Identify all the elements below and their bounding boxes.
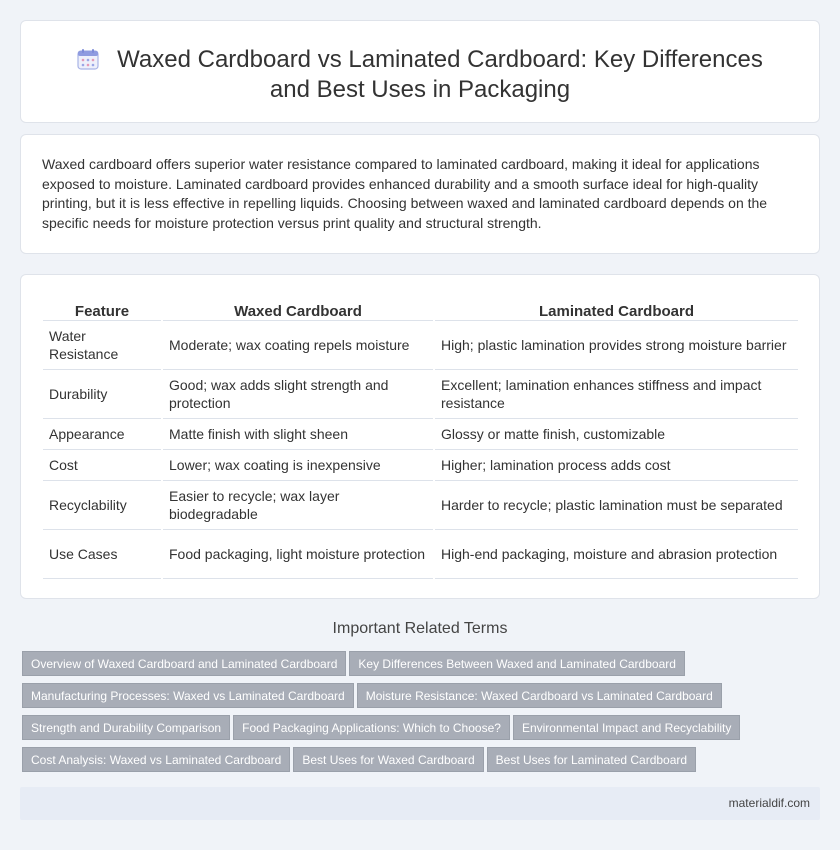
related-terms-list: [22, 651, 822, 779]
row-laminated: Higher; lamination process adds cost: [435, 450, 798, 481]
related-term-link[interactable]: Moisture Resistance: Waxed Cardboard vs Laminated Cardboard: [357, 683, 722, 708]
header-feature: Feature: [43, 295, 161, 321]
related-term-link[interactable]: Food Packaging Applications: Which to Choose?: [233, 715, 510, 740]
row-feature: Water Resistance: [43, 321, 161, 370]
related-term-link[interactable]: Manufacturing Processes: Waxed vs Laminated Cardboard: [22, 683, 354, 708]
related-terms-title: Important Related Terms: [332, 620, 508, 637]
row-laminated: High; plastic lamination provides strong moisture barrier: [435, 321, 798, 370]
row-waxed: Food packaging, light moisture protection: [163, 530, 433, 579]
header-laminated: Laminated Cardboard: [435, 295, 798, 321]
footer-site-link[interactable]: materialdif.com: [728, 796, 810, 810]
related-term-link[interactable]: Best Uses for Waxed Cardboard: [293, 747, 483, 772]
comparison-card: [20, 274, 820, 599]
row-waxed: Moderate; wax coating repels moisture: [163, 321, 433, 370]
tag-row: [22, 715, 822, 747]
row-laminated: Harder to recycle; plastic lamination must be separated: [435, 481, 798, 530]
row-laminated: Excellent; lamination enhances stiffness and impact resistance: [435, 370, 798, 419]
calendar-grid-icon: [77, 48, 99, 70]
tag-row: [22, 651, 822, 683]
comparison-table: [41, 295, 800, 579]
row-waxed: Easier to recycle; wax layer biodegradable: [163, 481, 433, 530]
table-row: [43, 530, 798, 579]
page-title: Waxed Cardboard vs Laminated Cardboard: Key Differences and Best Uses in Packaging: [117, 46, 763, 103]
row-feature: Recyclability: [43, 481, 161, 530]
related-term-link[interactable]: Overview of Waxed Cardboard and Laminated Cardboard: [22, 651, 346, 676]
row-feature: Cost: [43, 450, 161, 481]
related-term-link[interactable]: Strength and Durability Comparison: [22, 715, 230, 740]
row-waxed: Matte finish with slight sheen: [163, 419, 433, 450]
row-waxed: Good; wax adds slight strength and protection: [163, 370, 433, 419]
related-term-link[interactable]: Cost Analysis: Waxed vs Laminated Cardboard: [22, 747, 290, 772]
row-laminated: High-end packaging, moisture and abrasion protection: [435, 530, 798, 579]
footer: [20, 787, 820, 820]
related-term-link[interactable]: Key Differences Between Waxed and Laminated Cardboard: [349, 651, 685, 676]
table-row: [43, 370, 798, 419]
tag-row: [22, 747, 822, 779]
related-term-link[interactable]: Best Uses for Laminated Cardboard: [487, 747, 696, 772]
header-waxed: Waxed Cardboard: [163, 295, 433, 321]
row-laminated: Glossy or matte finish, customizable: [435, 419, 798, 450]
row-waxed: Lower; wax coating is inexpensive: [163, 450, 433, 481]
intro-card: [20, 134, 820, 254]
table-row: [43, 450, 798, 481]
page-title-wrap: [21, 45, 819, 105]
table-header-row: [43, 295, 798, 321]
row-feature: Use Cases: [43, 530, 161, 579]
related-term-link[interactable]: Environmental Impact and Recyclability: [513, 715, 740, 740]
table-row: [43, 481, 798, 530]
table-row: [43, 321, 798, 370]
header-card: [20, 20, 820, 123]
table-row: [43, 419, 798, 450]
tag-row: [22, 683, 822, 715]
row-feature: Durability: [43, 370, 161, 419]
row-feature: Appearance: [43, 419, 161, 450]
intro-paragraph: Waxed cardboard offers superior water resistance compared to laminated cardboard, making it ideal for applications exposed to moisture. Laminated cardboard provides enhanced durability and a smooth surface ideal for high-quality printing, but it is less effective in repelling liquids. Choosing between waxed and laminated cardboard depends on the specific needs for moisture protection versus print quality and structural strength.: [42, 156, 768, 231]
